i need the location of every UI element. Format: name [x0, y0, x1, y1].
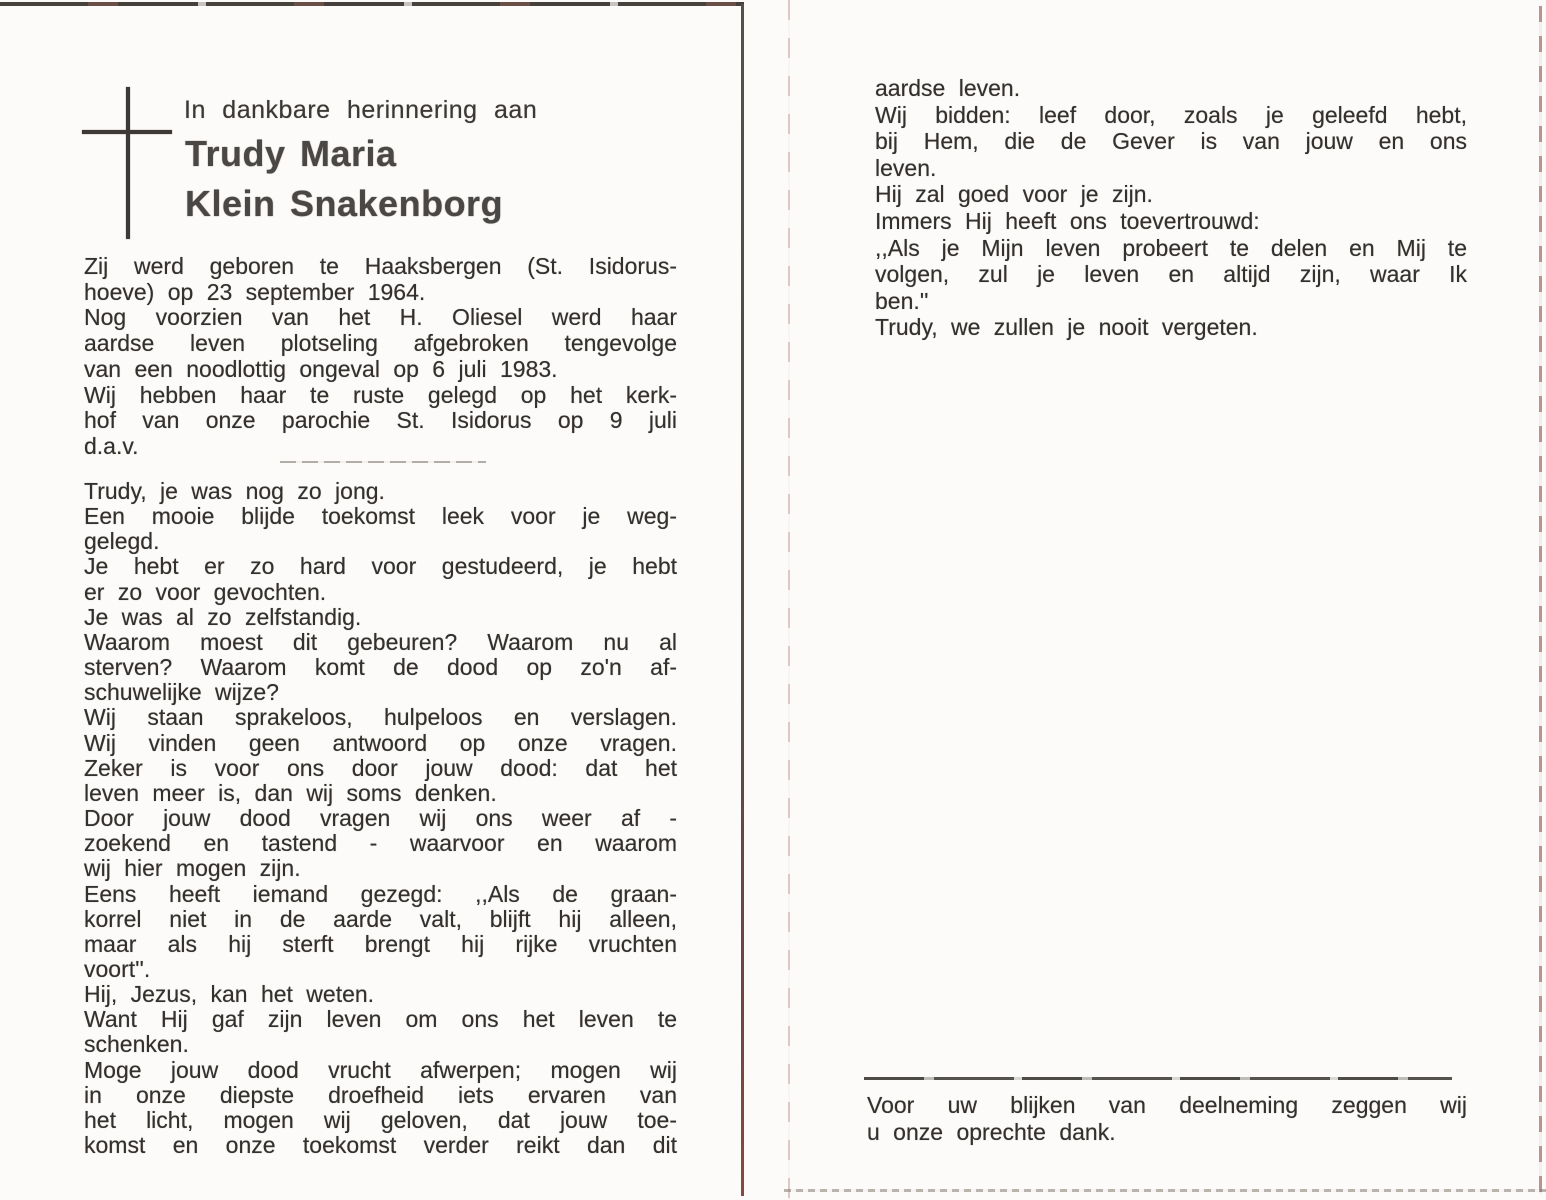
text-line: Waarom moest dit gebeuren? Waarom nu al	[84, 628, 677, 655]
text-line: bij Hem, die de Gever is van jouw en ons	[875, 128, 1467, 155]
text-line: Wij staan sprakeloos, hulpeloos en verslagen.	[84, 704, 677, 731]
deceased-name-line1: Trudy Maria	[185, 133, 397, 174]
text-line: sterven? Waarom komt de dood op zo'n af-	[84, 654, 677, 681]
cross-horizontal-bar	[82, 130, 172, 134]
tribute-paragraph	[84, 479, 677, 1158]
scan-bottom-edge-line	[784, 1189, 1546, 1192]
text-line: Door jouw dood vragen wij ons weer af -	[84, 805, 677, 832]
thanks-divider	[864, 1077, 1452, 1080]
section-divider	[280, 461, 486, 463]
left-page-edge-line	[741, 4, 744, 1196]
text-line: het licht, mogen wij geloven, dat jouw toe-	[84, 1106, 677, 1133]
thanks-paragraph	[867, 1092, 1467, 1146]
text-line: Eens heeft iemand gezegd: ,,Als de graan-	[84, 880, 677, 907]
text-line: u onze oprechte dank.	[867, 1118, 1116, 1145]
text-line: Wij bidden: leef door, zoals je geleefd hebt,	[875, 101, 1467, 128]
page-fold-line	[788, 0, 790, 1200]
text-line: ben.''	[875, 287, 929, 314]
text-line: leven meer is, dan wij soms denken.	[84, 779, 497, 806]
text-line: ,,Als je Mijn leven probeert te delen en Mij te	[875, 234, 1467, 261]
text-line: aardse leven.	[875, 75, 1021, 101]
text-line: aardse leven plotseling afgebroken tengevolge	[84, 330, 677, 357]
text-line: wij hier mogen zijn.	[84, 855, 301, 882]
text-line: Wij vinden geen antwoord op onze vragen.	[84, 729, 677, 756]
text-line: zoekend en tastend - waarvoor en waarom	[84, 830, 677, 857]
cross-vertical-bar	[126, 87, 130, 239]
text-line: in onze diepste droefheid iets ervaren van	[84, 1081, 677, 1108]
text-line: er zo voor gevochten.	[84, 578, 327, 605]
deceased-name-line2: Klein Snakenborg	[185, 183, 504, 224]
text-line: Moge jouw dood vrucht afwerpen; mogen wij	[84, 1056, 677, 1083]
text-line: hoeve) op 23 september 1964.	[84, 278, 426, 305]
text-line: d.a.v.	[84, 432, 139, 459]
text-line: Je was al zo zelfstandig.	[84, 603, 362, 630]
text-line: Voor uw blijken van deelneming zeggen wij	[867, 1092, 1467, 1118]
text-line: korrel niet in de aarde valt, blijft hij alleen,	[84, 905, 677, 932]
text-line: Zeker is voor ons door jouw dood: dat het	[84, 754, 677, 781]
text-line: van een noodlottig ongeval op 6 juli 1983.	[84, 355, 558, 382]
text-line: Hij zal goed voor je zijn.	[875, 181, 1153, 208]
text-line: gelegd.	[84, 528, 160, 555]
text-line: Een mooie blijde toekomst leek voor je weg-	[84, 503, 677, 530]
text-line: Trudy, je was nog zo jong.	[84, 478, 385, 504]
scan-top-edge-line	[0, 2, 744, 6]
memorial-intro-text: In dankbare herinnering aan	[184, 96, 538, 124]
text-line: volgen, zul je leven en altijd zijn, waar Ik	[875, 261, 1467, 288]
text-line: voort''.	[84, 955, 151, 982]
text-line: komst en onze toekomst verder reikt dan dit	[84, 1132, 677, 1159]
text-line: Nog voorzien van het H. Oliesel werd haar	[84, 304, 677, 331]
scan-right-edge-line	[1539, 6, 1542, 1194]
text-line: Hij, Jezus, kan het weten.	[84, 981, 375, 1008]
text-line: schenken.	[84, 1031, 189, 1058]
text-line: Wij hebben haar te ruste gelegd op het kerk-	[84, 381, 677, 408]
text-line: Immers Hij heeft ons toevertrouwd:	[875, 207, 1260, 234]
text-line: hof van onze parochie St. Isidorus op 9 juli	[84, 407, 677, 434]
text-line: Zij werd geboren te Haaksbergen (St. Isidorus-	[84, 253, 677, 279]
text-line: schuwelijke wijze?	[84, 679, 279, 706]
text-line: maar als hij sterft brengt hij rijke vruchten	[84, 930, 677, 957]
text-line: leven.	[875, 154, 937, 181]
text-line: Je hebt er zo hard voor gestudeerd, je hebt	[84, 553, 677, 580]
tribute-continuation-paragraph	[875, 75, 1467, 341]
biography-paragraph	[84, 254, 677, 460]
text-line: Trudy, we zullen je nooit vergeten.	[875, 314, 1258, 341]
text-line: Want Hij gaf zijn leven om ons het leven te	[84, 1006, 677, 1033]
